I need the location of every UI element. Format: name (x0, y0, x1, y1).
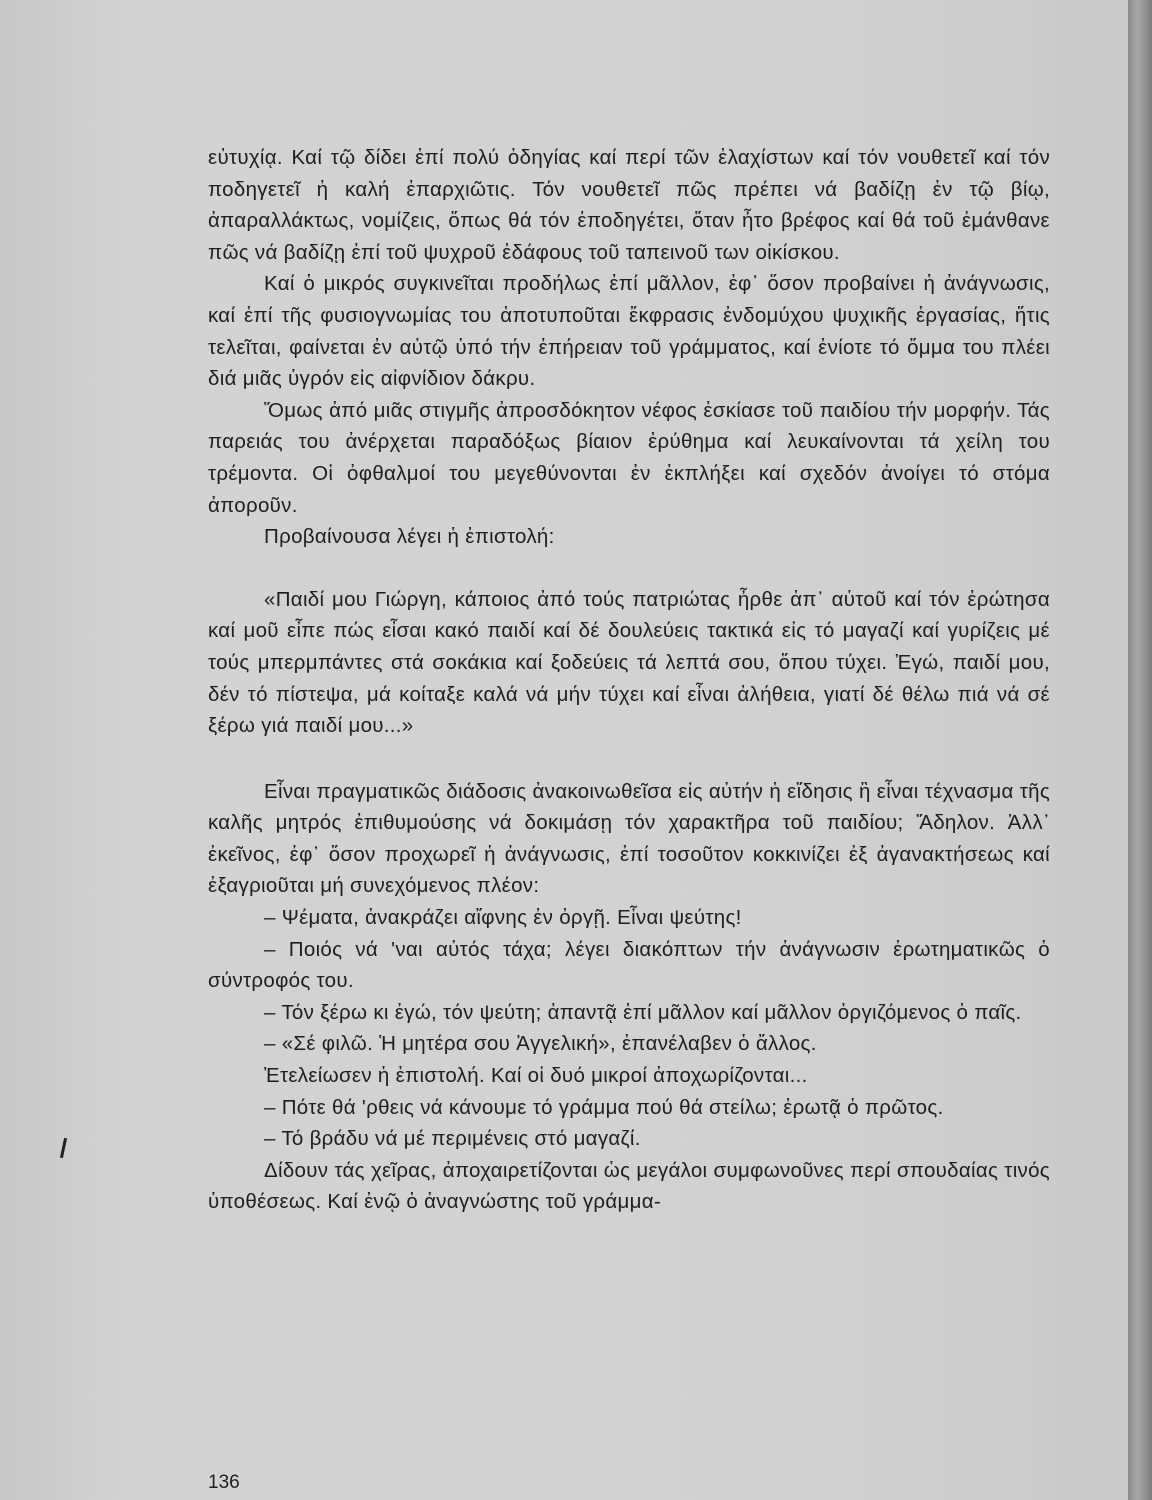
dialogue-2: – Ποιός νά 'ναι αὐτός τάχα; λέγει διακόπτων τήν ἀνάγνωσιν ἐρωτηματικῶς ὁ σύντροφός του. (208, 937, 1050, 993)
paragraph-4: Προβαίνουσα λέγει ἡ ἐπιστολή: (264, 525, 555, 549)
paragraph-6: Εἶναι πραγματικῶς διάδοσις ἀνακοινωθεῖσα εἰς αὐτήν ἡ εἴδησις ἢ εἶναι τέχνασμα τῆς καλῆς μητρός ἐπιθυμούσης νά δοκιμάσῃ τόν χαρακτῆρα τοῦ παιδίου; Ἄδηλον. Ἀλλ᾽ ἐκεῖνος, ἐφ᾽ ὅσον προχωρεῖ ἡ ἀνάγνωσις, ἐπί τοσοῦτον κοκκινίζει ἐξ ἀγανακτήσεως καί ἐξαγριοῦται μή συνεχόμενος πλέον: (208, 779, 1050, 898)
paragraph-11: Ἐτελείωσεν ἡ ἐπιστολή. Καί οἱ δυό μικροί ἀποχωρίζονται... (264, 1064, 808, 1088)
paragraph-1: εὐτυχίᾳ. Καί τῷ δίδει ἐπί πολύ ὁδηγίας καί περί τῶν ἐλαχίστων καί τόν νουθετεῖ καί τόν ποδηγετεῖ ἡ καλή ἐπαρχιῶτις. Τόν νουθετεῖ πῶς πρέπει νά βαδίζῃ ἐν τῷ βίῳ, ἀπαραλλάκτως, νομίζεις, ὅπως θά τόν ἐποδηγέτει, ὅταν ἦτο βρέφος καί θά τοῦ ἐμάνθανε πῶς νά βαδίζῃ ἐπί τοῦ ψυχροῦ ἐδάφους τοῦ ταπεινοῦ των οἰκίσκου. (208, 146, 1050, 264)
page-edge (1128, 0, 1152, 1500)
margin-mark (60, 1138, 67, 1158)
dialogue-3: – Τόν ξέρω κι ἐγώ, τόν ψεύτη; ἀπαντᾷ ἐπί μᾶλλον καί μᾶλλον ὀργιζόμενος ὁ παῖς. (264, 1000, 1022, 1024)
dialogue-1: – Ψέματα, ἀνακράζει αἴφνης ἐν ὀργῇ. Εἶναι ψεύτης! (264, 906, 742, 930)
letter-quote: «Παιδί μου Γιώργη, κάποιος ἀπό τούς πατριώτας ἦρθε ἀπ᾽ αὐτοῦ καί τόν ἐρώτησα καί μοῦ εἶπε πώς εἶσαι κακό παιδί καί δέ δουλεύεις τακτικά εἰς τό μαγαζί καί γυρίζεις μέ τούς μπερμπάντες στά σοκάκια καί ξοδεύεις τά λεπτά σου, ὅπου τύχει. Ἐγώ, παιδί μου, δέν τό πίστεψα, μά κοίταξε καλά νά μήν τύχει καί εἶναι ἀλήθεια, γιατί δέ θέλω πιά νά σέ ξέρω γιά παιδί μου...» (208, 587, 1050, 738)
dialogue-5: – Πότε θά 'ρθεις νά κάνουμε τό γράμμα πού θά στείλω; ἐρωτᾷ ὁ πρῶτος. (264, 1095, 944, 1119)
paragraph-3: Ὅμως ἀπό μιᾶς στιγμῆς ἀπροσδόκητον νέφος ἐσκίασε τοῦ παιδίου τήν μορφήν. Τάς παρειάς του ἀνέρχεται παραδόξως βίαιον ἐρύθημα καί λευκαίνονται τά χείλη του τρέμοντα. Οἱ ὀφθαλμοί του μεγεθύνονται ἐν ἐκπλήξει καί σχεδόν ἀνοίγει τό στόμα ἀποροῦν. (208, 398, 1050, 517)
dialogue-6: – Τό βράδυ νά μέ περιμένεις στό μαγαζί. (264, 1127, 641, 1151)
dialogue-4: – «Σέ φιλῶ. Ἡ μητέρα σου Ἀγγελική», ἐπανέλαβεν ὁ ἄλλος. (264, 1032, 817, 1056)
paragraph-14: Δίδουν τάς χεῖρας, ἀποχαιρετίζονται ὡς μεγάλοι συμφωνοῦνες περί σπουδαίας τινός ὑποθέσεως. Καί ἐνῷ ὁ ἀναγνώστης τοῦ γράμμα- (208, 1158, 1050, 1214)
page-number: 136 (208, 1472, 240, 1493)
paragraph-2: Καί ὁ μικρός συγκινεῖται προδήλως ἐπί μᾶλλον, ἐφ᾽ ὅσον προβαίνει ἡ ἀνάγνωσις, καί ἐπί τῆς φυσιογνωμίας του ἀποτυποῦται ἔκφρασις ἐνδομύχου ψυχικῆς ἐργασίας, ἥτις τελεῖται, φαίνεται ἐν αὐτῷ ὑπό τήν ἐπήρειαν τοῦ γράμματος, καί ἐνίοτε τό ὄμμα του πλέει διά μιᾶς ὑγρόν εἰς αἰφνίδιον δάκρυ. (208, 272, 1050, 391)
body-text (208, 142, 1050, 1218)
